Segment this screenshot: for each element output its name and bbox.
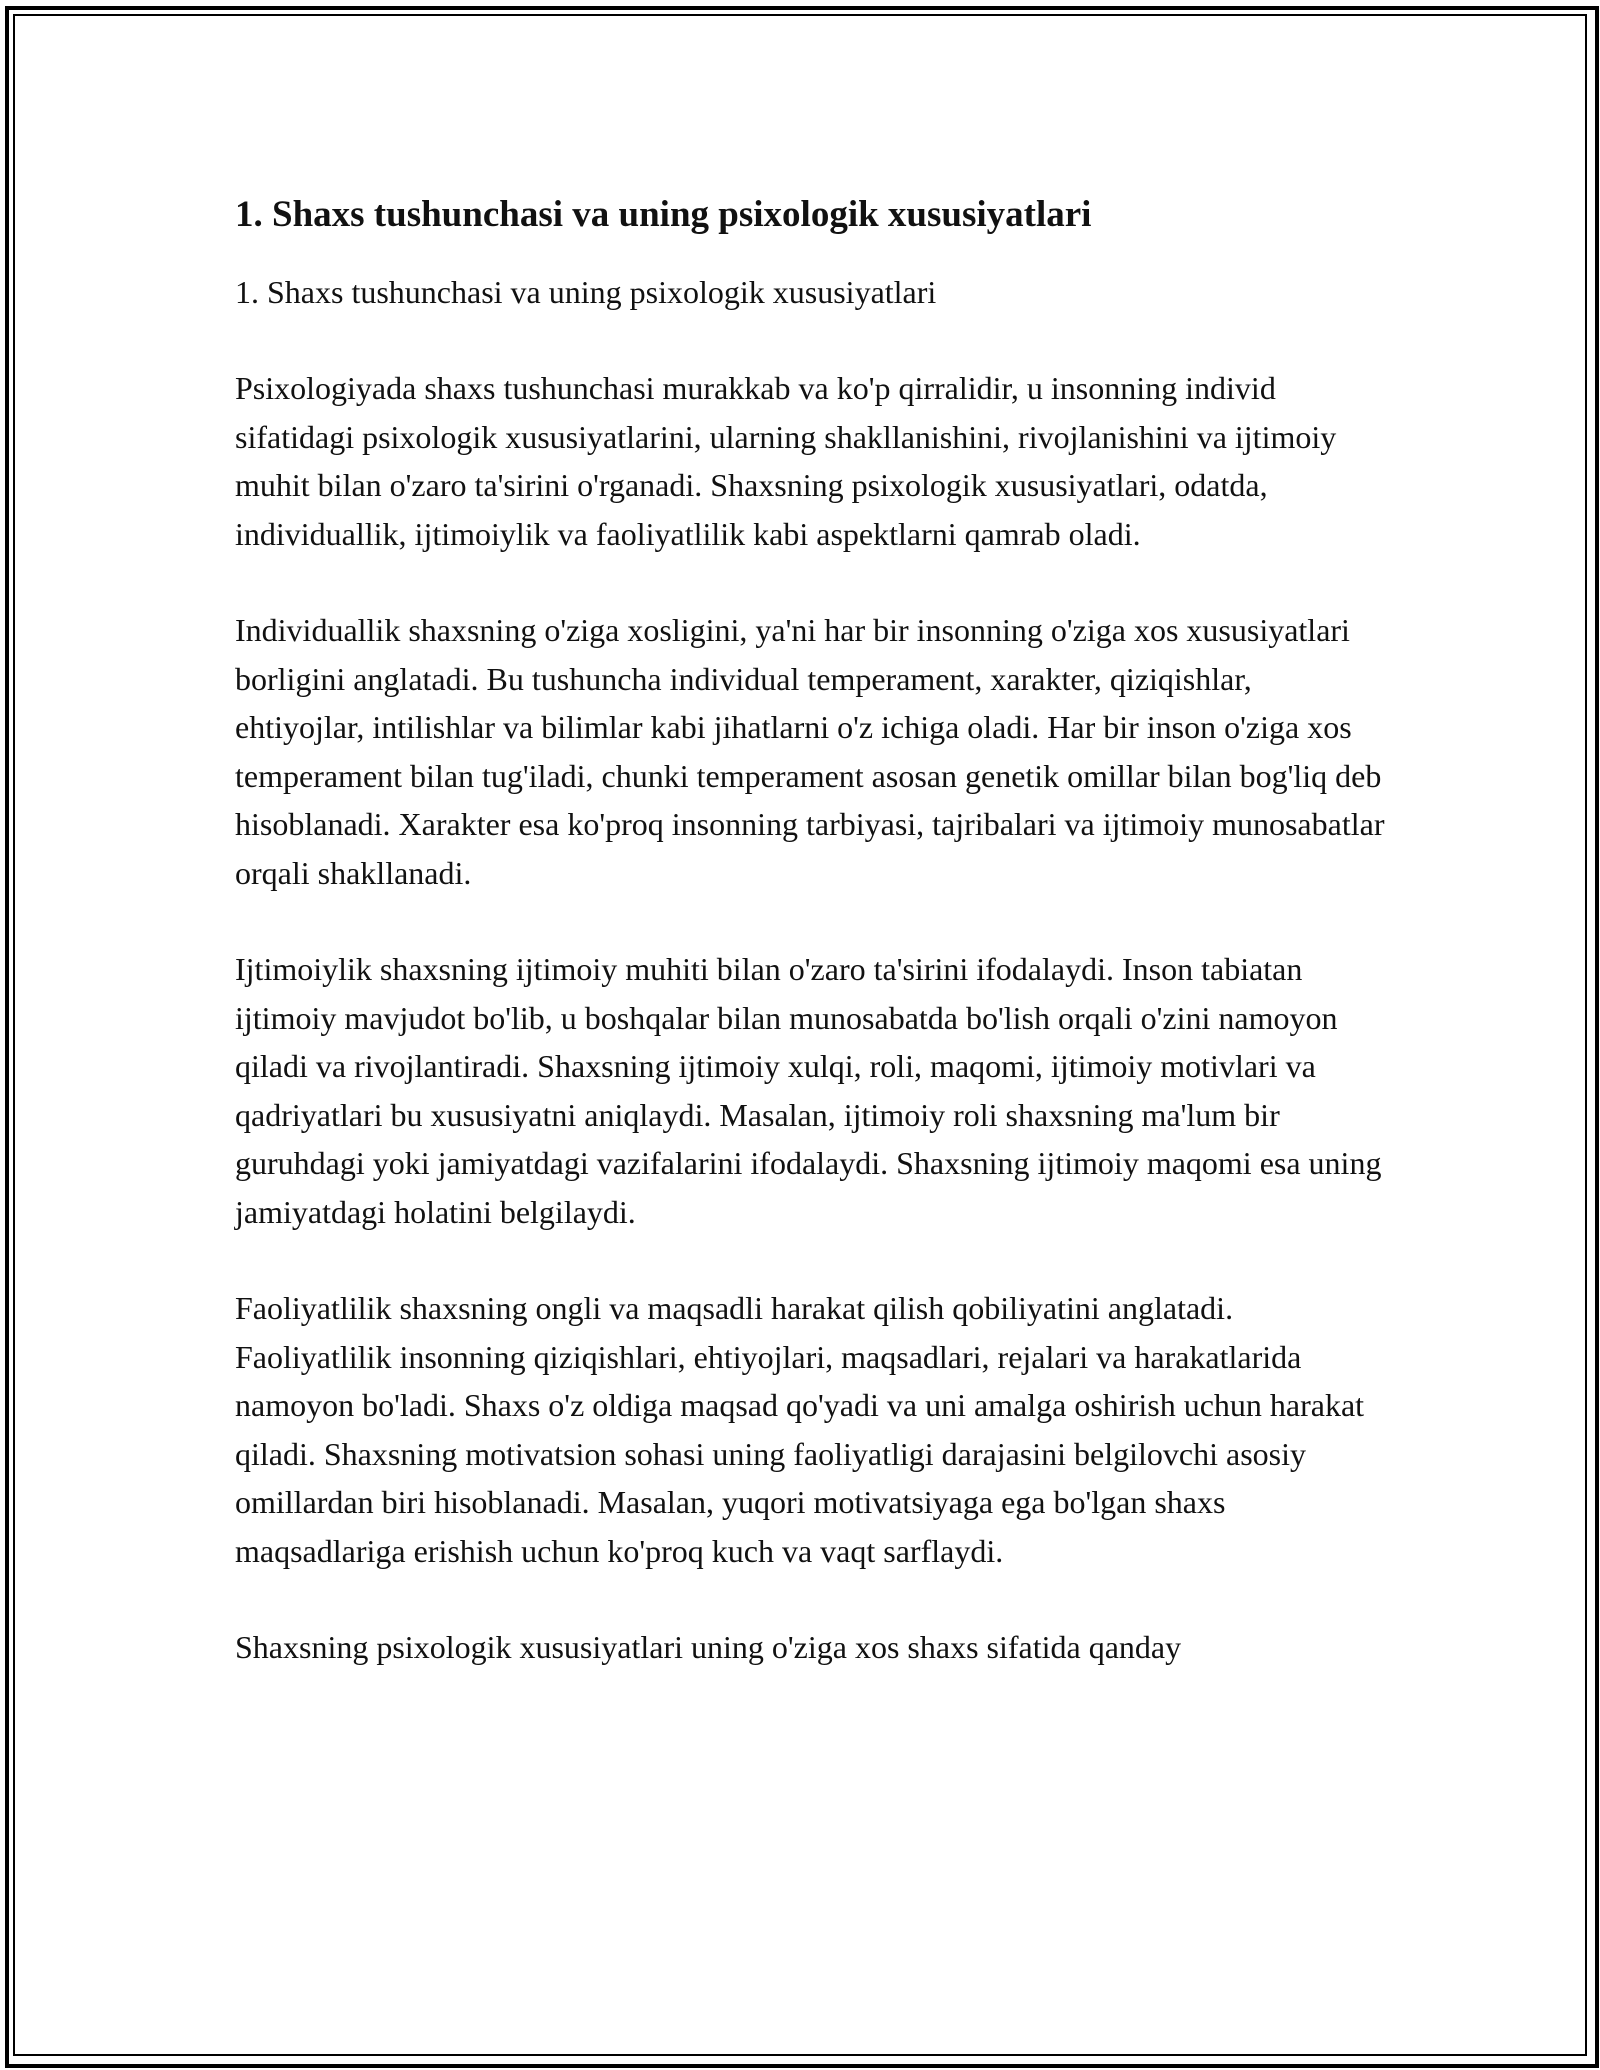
paragraph-shaxs-tushunchasi: Psixologiyada shaxs tushunchasi murakkab va ko'p qirralidir, u insonning individ sifatidagi psixologik xususiyatlarini, ularning shakllanishini, rivojlanishini va ijtimoiy muhit bilan o'zaro ta'sirini o'rganadi. Shaxsning psixologik xususiyatlari, odatda, individuallik, ijtimoiylik va faoliyatlilik kabi aspektlarni qamrab oladi. — [235, 370, 1337, 552]
paragraph-faoliyatlilik: Faoliyatlilik shaxsning ongli va maqsadli harakat qilish qobiliyatini anglatadi. Faoliyatlilik insonning qiziqishlari, ehtiyojlari, maqsadlari, rejalari va harakatlarida namoyon bo'ladi. Shaxs o'z oldiga maqsad qo'yadi va uni amalga oshirish uchun harakat qiladi. Shaxsning motivatsion sohasi uning faoliyatligi darajasini belgilovchi asosiy omillardan biri hisoblanadi. Masalan, yuqori motivatsiyaga ega bo'lgan shaxs maqsadlariga erishish uchun ko'proq kuch va vaqt sarflaydi. — [235, 1290, 1365, 1569]
paragraph-psixologik-xususiyatlar: Shaxsning psixologik xususiyatlari uning o'ziga xos shaxs sifatida qanday — [235, 1629, 1182, 1665]
document-body — [235, 190, 1385, 1672]
document-subtitle: 1. Shaxs tushunchasi va uning psixologik xususiyatlari — [235, 274, 937, 310]
paragraph-ijtimoiylik: Ijtimoiylik shaxsning ijtimoiy muhiti bilan o'zaro ta'sirini ifodalaydi. Inson tabiatan ijtimoiy mavjudot bo'lib, u boshqalar bilan munosabatda bo'lish orqali o'zini namoyon qiladi va rivojlantiradi. Shaxsning ijtimoiy xulqi, roli, maqomi, ijtimoiy motivlari va qadriyatlari bu xususiyatni aniqlaydi. Masalan, ijtimoiy roli shaxsning ma'lum bir guruhdagi yoki jamiyatdagi vazifalarini ifodalaydi. Shaxsning ijtimoiy maqomi esa uning jamiyatdagi holatini belgilaydi. — [235, 951, 1382, 1230]
paragraph-individuallik: Individuallik shaxsning o'ziga xosligini, ya'ni har bir insonning o'ziga xos xususiyatlari borligini anglatadi. Bu tushuncha individual temperament, xarakter, qiziqishlar, ehtiyojlar, intilishlar va bilimlar kabi jihatlarni o'z ichiga oladi. Har bir inson o'ziga xos temperament bilan tug'iladi, chunki temperament asosan genetik omillar bilan bog'liq deb hisoblanadi. Xarakter esa ko'proq insonning tarbiyasi, tajribalari va ijtimoiy munosabatlar orqali shakllanadi. — [235, 612, 1385, 891]
document-title: 1. Shaxs tushunchasi va uning psixologik xususiyatlari — [235, 194, 1092, 235]
